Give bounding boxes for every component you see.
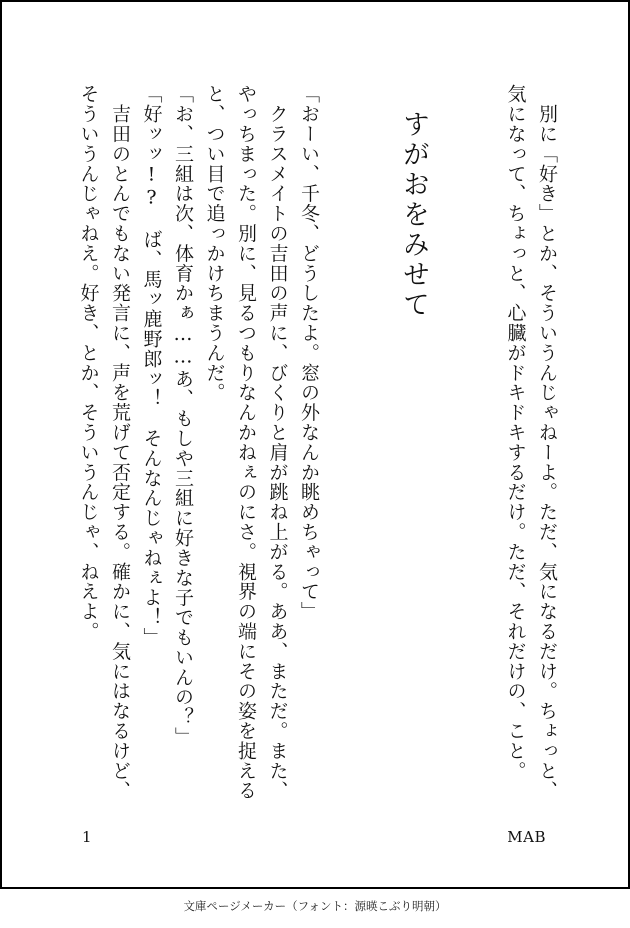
body-line: そういうんじゃねえ。好き、とか、そういうんじゃ、ねえよ。 xyxy=(77,84,100,642)
body-line: と、つい目で追っかけちまうんだ。 xyxy=(203,84,226,403)
body-line: 「好ッッ!? ば、馬ッ鹿野郎ッ！ そんなんじゃねぇよ！」 xyxy=(140,84,163,648)
page-number: 1 xyxy=(82,828,92,846)
body-line: クラスメイトの吉田の声に、びくりと肩が跳ね上がる。ああ、まただ。また、 xyxy=(266,84,289,801)
body-line: やっちまった。別に、見るつもりなんかねぇのにさ。視界の端にその姿を捉える xyxy=(235,84,257,801)
prologue-line: 別に「好き」とか、そういうんじゃねーよ。ただ、気になるだけ。ちょっと、 xyxy=(536,84,558,801)
prologue-line: 気になって、ちょっと、心臓がドキドキするだけ。ただ、それだけの、こと。 xyxy=(504,84,527,781)
page-title: すがおをみせて xyxy=(398,110,429,320)
body-line: 「お、三組は次、体育かぁ……あ、もしや三組に好きな子でもいんの？」 xyxy=(172,84,194,747)
body-line: 吉田のとんでもない発言に、声を荒げて否定する。確かに、気にはなるけど、 xyxy=(109,84,131,801)
footer-caption: 文庫ページメーカー（フォント：源暎こぶり明朝） xyxy=(183,899,447,913)
author-name: MAB xyxy=(507,828,546,846)
body-text xyxy=(72,84,324,804)
prologue-text xyxy=(499,84,562,804)
body-line: 「おーい、千冬、どうしたよ。窓の外なんか眺めちゃって」 xyxy=(298,84,320,622)
